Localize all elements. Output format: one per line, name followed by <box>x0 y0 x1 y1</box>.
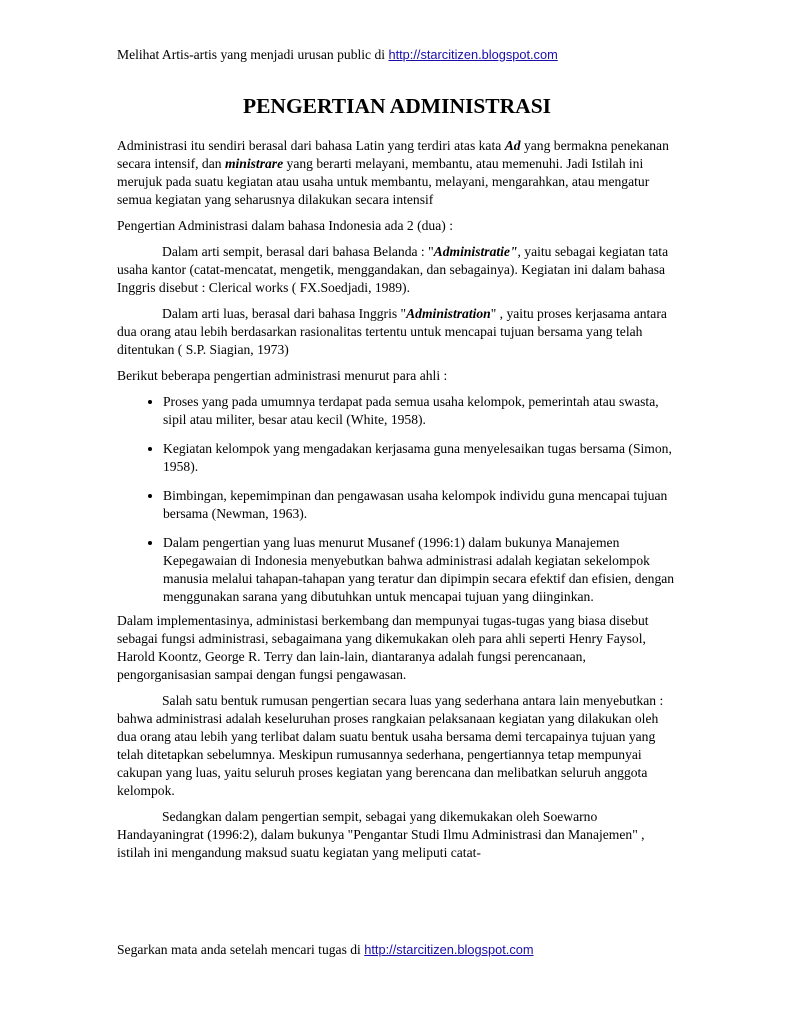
footer-link[interactable]: http://starcitizen.blogspot.com <box>364 942 534 957</box>
header-text: Melihat Artis-artis yang menjadi urusan public di <box>117 47 389 62</box>
list-item: • Proses yang pada umumnya terdapat pada semua usaha kelompok, pemerintah atau swasta, sipil atau militer, besar atau kecil (White, 1958). <box>163 393 677 429</box>
term-ad: Ad <box>504 138 521 153</box>
list-item: • Bimbingan, kepemimpinan dan pengawasan usaha kelompok individu guna mencapai tujuan bersama (Newman, 1963). <box>163 487 677 523</box>
term-administration: Administration <box>406 306 491 321</box>
page-header <box>117 46 558 64</box>
broad-formulation-paragraph: Salah satu bentuk rumusan pengertian secara luas yang sederhana antara lain menyebutkan : bahwa administrasi adalah keseluruhan proses rangkaian pelaksanaan kegiatan yang dilakukan oleh dua orang atau lebih yang terlibat dalam suatu bentuk usaha bersama demi tercapainya tujuan yang telah ditetapkan sebelumnya. Meskipun rumusannya sederhana, pengertiannya tetap mempunyai cakupan yang luas, yaitu seluruh proses kegiatan yang berencana dan melibatkan seluruh anggota kelompok. <box>117 693 664 798</box>
definition-count-paragraph: Pengertian Administrasi dalam bahasa Indonesia ada 2 (dua) : <box>117 218 453 233</box>
experts-list <box>117 393 677 606</box>
term-administratie: Administratie" <box>433 244 518 259</box>
implementation-paragraph: Dalam implementasinya, administasi berkembang dan mempunyai tugas-tugas yang biasa disebut sebagai fungsi administrasi, sebagaimana yang dikemukakan oleh para ahli seperti Henry Faysol, Harold Koontz, George R. Terry dan lain-lain, diantaranya adalah fungsi perencanaan, pengorganisasian sampai dengan fungsi pengawasan. <box>117 613 649 682</box>
footer-text: Segarkan mata anda setelah mencari tugas di <box>117 942 365 957</box>
narrow-meaning-paragraph: Dalam arti sempit, berasal dari bahasa Belanda : "Administratie", yaitu sebagai kegiatan tata usaha kantor (catat-mencatat, mengetik, menggandakan, dan sebagainya). Kegiatan ini dalam bahasa Inggris disebut : Clerical works ( FX.Soedjadi, 1989). <box>117 244 669 295</box>
narrow-formulation-paragraph: Sedangkan dalam pengertian sempit, sebagai yang dikemukakan oleh Soewarno Handayaningrat (1996:2), dalam bukunya "Pengantar Studi Ilmu Administrasi dan Manajemen" , istilah ini mengandung maksud suatu kegiatan yang meliputi catat- <box>117 809 645 860</box>
header-link[interactable]: http://starcitizen.blogspot.com <box>388 47 558 62</box>
broad-meaning-paragraph: Dalam arti luas, berasal dari bahasa Inggris "Administration" , yaitu proses kerjasama antara dua orang atau lebih berdasarkan rasionalitas tertentu untuk mencapai tujuan bersama yang telah ditentukan ( S.P. Siagian, 1973) <box>117 306 667 357</box>
experts-intro: Berikut beberapa pengertian administrasi menurut para ahli : <box>117 368 448 383</box>
intro-paragraph: Administrasi itu sendiri berasal dari bahasa Latin yang terdiri atas kata Ad yang bermakna penekanan secara intensif, dan ministrare yang berarti melayani, membantu, atau memenuhi. Jadi Istilah ini merujuk pada suatu kegiatan atau usaha untuk membantu, melayani, mengarahkan, atau mengatur semua kegiatan yang seharusnya dilakukan secara intensif <box>117 138 669 207</box>
document-body <box>117 137 677 870</box>
page-footer <box>117 941 534 959</box>
page-title: PENGERTIAN ADMINISTRASI <box>242 94 552 118</box>
list-item: • Kegiatan kelompok yang mengadakan kerjasama guna menyelesaikan tugas bersama (Simon, 1958). <box>163 440 677 476</box>
term-ministrare: ministrare <box>224 156 284 171</box>
list-item: • Dalam pengertian yang luas menurut Musanef (1996:1) dalam bukunya Manajemen Kepegawaian di Indonesia menyebutkan bahwa administrasi adalah kegiatan sekelompok manusia melalui tahapan-tahapan yang teratur dan dipimpin secara efektif dan efisien, dengan menggunakan sarana yang dibutuhkan untuk mencapai tujuan yang diinginkan. <box>163 534 677 606</box>
